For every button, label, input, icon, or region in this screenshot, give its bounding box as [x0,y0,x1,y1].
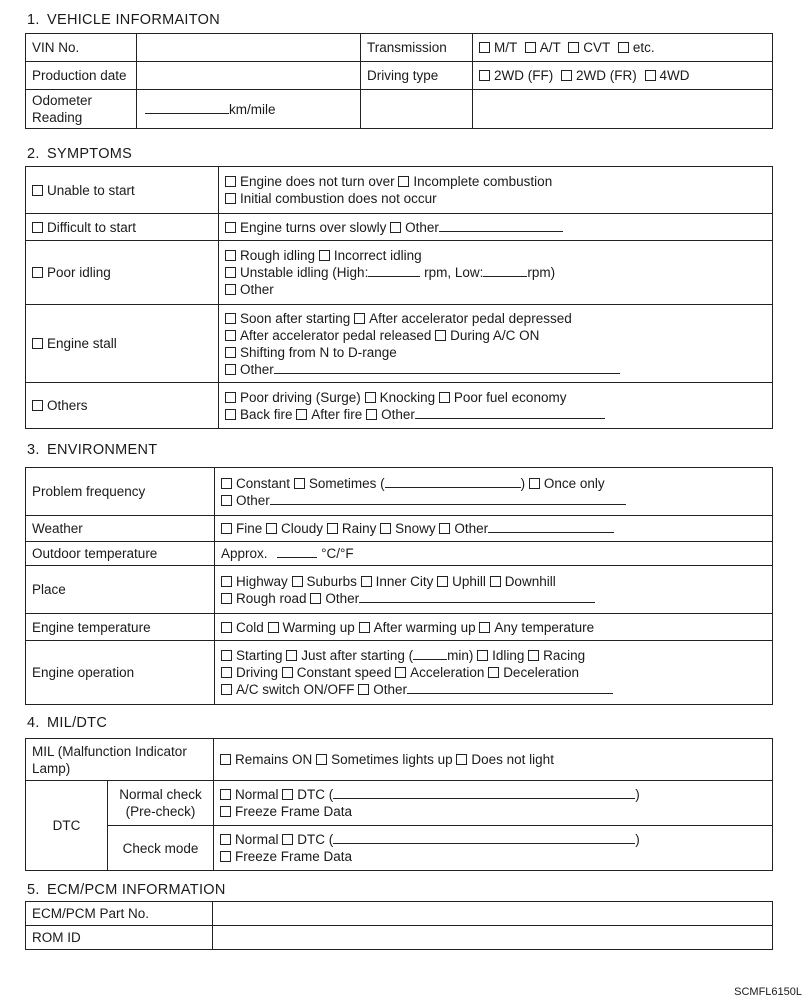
uphill-checkbox[interactable] [437,576,448,587]
unable-to-start-row[interactable]: Unable to start [26,167,219,214]
driving-checkbox[interactable] [221,667,232,678]
difficult-other-checkbox[interactable] [390,222,401,233]
once-only-checkbox[interactable] [529,478,540,489]
driving-type-label: Driving type [361,62,473,90]
after-fire-checkbox[interactable] [296,409,307,420]
weather-label: Weather [26,516,215,542]
mil-dtc-table: MIL (Malfunction Indicator Lamp) Remains ON Sometimes lights up Does not light DTC Normal check (Pre-check) Normal DTC ( ) Freeze Frame Data Check mode Normal DTC ( ) Freeze Frame Data [25,738,773,871]
mt-checkbox[interactable] [479,42,490,53]
normal-check-label: Normal check (Pre-check) [108,781,214,826]
fine-checkbox[interactable] [221,523,232,534]
constant-speed-checkbox[interactable] [282,667,293,678]
deceleration-checkbox[interactable] [488,667,499,678]
place-label: Place [26,566,215,614]
at-checkbox[interactable] [525,42,536,53]
any-temperature-checkbox[interactable] [479,622,490,633]
environment-table: Problem frequency Constant Sometimes ( ) Once only Other Weather Fine Cloudy Rainy Snowy Other Outdoor temperature Approx. °C/°F Place Highway Suburbs Inner City Uphill Downhill Rough road Other Engine temperature Cold Warming up After warming up Any temperature Engine operation Starting Just after starting ( min) Idling Racing Driving Constant speed Acceleration Deceleration A/C switch ON/OFF Other [25,467,773,705]
rough-idling-checkbox[interactable] [225,250,236,261]
sometimes-lights-checkbox[interactable] [316,754,327,765]
problem-frequency-label: Problem frequency [26,468,215,516]
pedal-depressed-checkbox[interactable] [354,313,365,324]
production-date-field[interactable] [137,62,361,90]
remains-on-checkbox[interactable] [220,754,231,765]
inner-city-checkbox[interactable] [361,576,372,587]
transmission-options: M/T A/T CVT etc. [473,34,773,62]
idling-checkbox[interactable] [477,650,488,661]
section-symptoms-title: 2. SYMPTOMS [27,146,133,162]
check-mode-normal-checkbox[interactable] [220,834,231,845]
unable-to-start-checkbox[interactable] [32,185,43,196]
incomplete-combustion-checkbox[interactable] [398,176,409,187]
section-environment-title: 3. ENVIRONMENT [27,442,158,458]
normal-check-freeze-checkbox[interactable] [220,806,231,817]
section-mil-dtc-title: 4. MIL/DTC [27,715,108,731]
outdoor-temperature-label: Outdoor temperature [26,542,215,566]
suburbs-checkbox[interactable] [292,576,303,587]
odometer-field[interactable]: km/mile [137,90,361,129]
etc-checkbox[interactable] [618,42,629,53]
does-not-light-checkbox[interactable] [456,754,467,765]
racing-checkbox[interactable] [528,650,539,661]
rough-road-checkbox[interactable] [221,593,232,604]
2wd-ff-checkbox[interactable] [479,70,490,81]
odometer-label: Odometer Reading [26,90,137,129]
pedal-released-checkbox[interactable] [225,330,236,341]
cold-checkbox[interactable] [221,622,232,633]
normal-check-dtc-checkbox[interactable] [282,789,293,800]
initial-combustion-checkbox[interactable] [225,193,236,204]
empty-cell [361,90,473,129]
just-after-starting-checkbox[interactable] [286,650,297,661]
symptoms-table: Unable to start Engine does not turn over Incomplete combustion Initial combustion does not occur Difficult to start Engine turns over slowly Other Poor idling Rough idling Incorrect idling Unstable idling (High: rpm, Low: rpm) Other Engine stall Soon after starting After accelerator pedal depressed After accelerator pedal released During A/C ON Shifting from N to D-range Other Others Poor driving (Surge) Knocking Poor fuel economy Back fire After fire Other [25,166,773,429]
ecm-part-field[interactable] [213,902,773,926]
rom-id-field[interactable] [213,926,773,950]
others-checkbox[interactable] [32,400,43,411]
knocking-checkbox[interactable] [365,392,376,403]
cloudy-checkbox[interactable] [266,523,277,534]
back-fire-checkbox[interactable] [225,409,236,420]
fuel-economy-checkbox[interactable] [439,392,450,403]
after-warming-checkbox[interactable] [359,622,370,633]
poor-idling-row[interactable]: Poor idling [26,241,219,305]
during-ac-checkbox[interactable] [435,330,446,341]
poor-driving-checkbox[interactable] [225,392,236,403]
starting-checkbox[interactable] [221,650,232,661]
incorrect-idling-checkbox[interactable] [319,250,330,261]
soon-after-starting-checkbox[interactable] [225,313,236,324]
others-other-checkbox[interactable] [366,409,377,420]
turns-slowly-checkbox[interactable] [225,222,236,233]
difficult-to-start-checkbox[interactable] [32,222,43,233]
frequency-other-checkbox[interactable] [221,495,232,506]
document-code: SCMFL6150L [734,986,802,998]
engine-operation-label: Engine operation [26,641,215,705]
no-turn-over-checkbox[interactable] [225,176,236,187]
vin-label: VIN No. [26,34,137,62]
stall-other-checkbox[interactable] [225,364,236,375]
downhill-checkbox[interactable] [490,576,501,587]
engine-stall-checkbox[interactable] [32,338,43,349]
check-mode-dtc-checkbox[interactable] [282,834,293,845]
section-ecm-title: 5. ECM/PCM INFORMATION [27,882,226,898]
check-mode-freeze-checkbox[interactable] [220,851,231,862]
2wd-fr-checkbox[interactable] [561,70,572,81]
engine-stall-row[interactable]: Engine stall [26,305,219,383]
transmission-label: Transmission [361,34,473,62]
outdoor-temperature-field[interactable]: Approx. °C/°F [215,542,773,566]
vin-field[interactable] [137,34,361,62]
vehicle-info-table [25,33,773,129]
acceleration-checkbox[interactable] [395,667,406,678]
ac-switch-checkbox[interactable] [221,684,232,695]
others-row[interactable]: Others [26,383,219,429]
production-date-label: Production date [26,62,137,90]
check-mode-label: Check mode [108,826,214,871]
ecm-part-label: ECM/PCM Part No. [26,902,213,926]
rom-id-label: ROM ID [26,926,213,950]
operation-other-checkbox[interactable] [358,684,369,695]
weather-other-checkbox[interactable] [439,523,450,534]
dtc-label: DTC [26,781,108,871]
unstable-idling-checkbox[interactable] [225,267,236,278]
shifting-checkbox[interactable] [225,347,236,358]
mil-label: MIL (Malfunction Indicator Lamp) [26,739,214,781]
idling-other-checkbox[interactable] [225,284,236,295]
normal-check-normal-checkbox[interactable] [220,789,231,800]
place-other-checkbox[interactable] [310,593,321,604]
cvt-checkbox[interactable] [568,42,579,53]
sometimes-checkbox[interactable] [294,478,305,489]
rainy-checkbox[interactable] [327,523,338,534]
highway-checkbox[interactable] [221,576,232,587]
constant-checkbox[interactable] [221,478,232,489]
section-vehicle-info-title: 1. VEHICLE INFORMAITON [27,12,221,28]
poor-idling-checkbox[interactable] [32,267,43,278]
snowy-checkbox[interactable] [380,523,391,534]
warming-up-checkbox[interactable] [268,622,279,633]
ecm-table [25,901,773,950]
driving-type-options: 2WD (FF) 2WD (FR) 4WD [473,62,773,90]
difficult-to-start-row[interactable]: Difficult to start [26,214,219,241]
engine-temperature-label: Engine temperature [26,614,215,641]
empty-cell [473,90,773,129]
4wd-checkbox[interactable] [645,70,656,81]
